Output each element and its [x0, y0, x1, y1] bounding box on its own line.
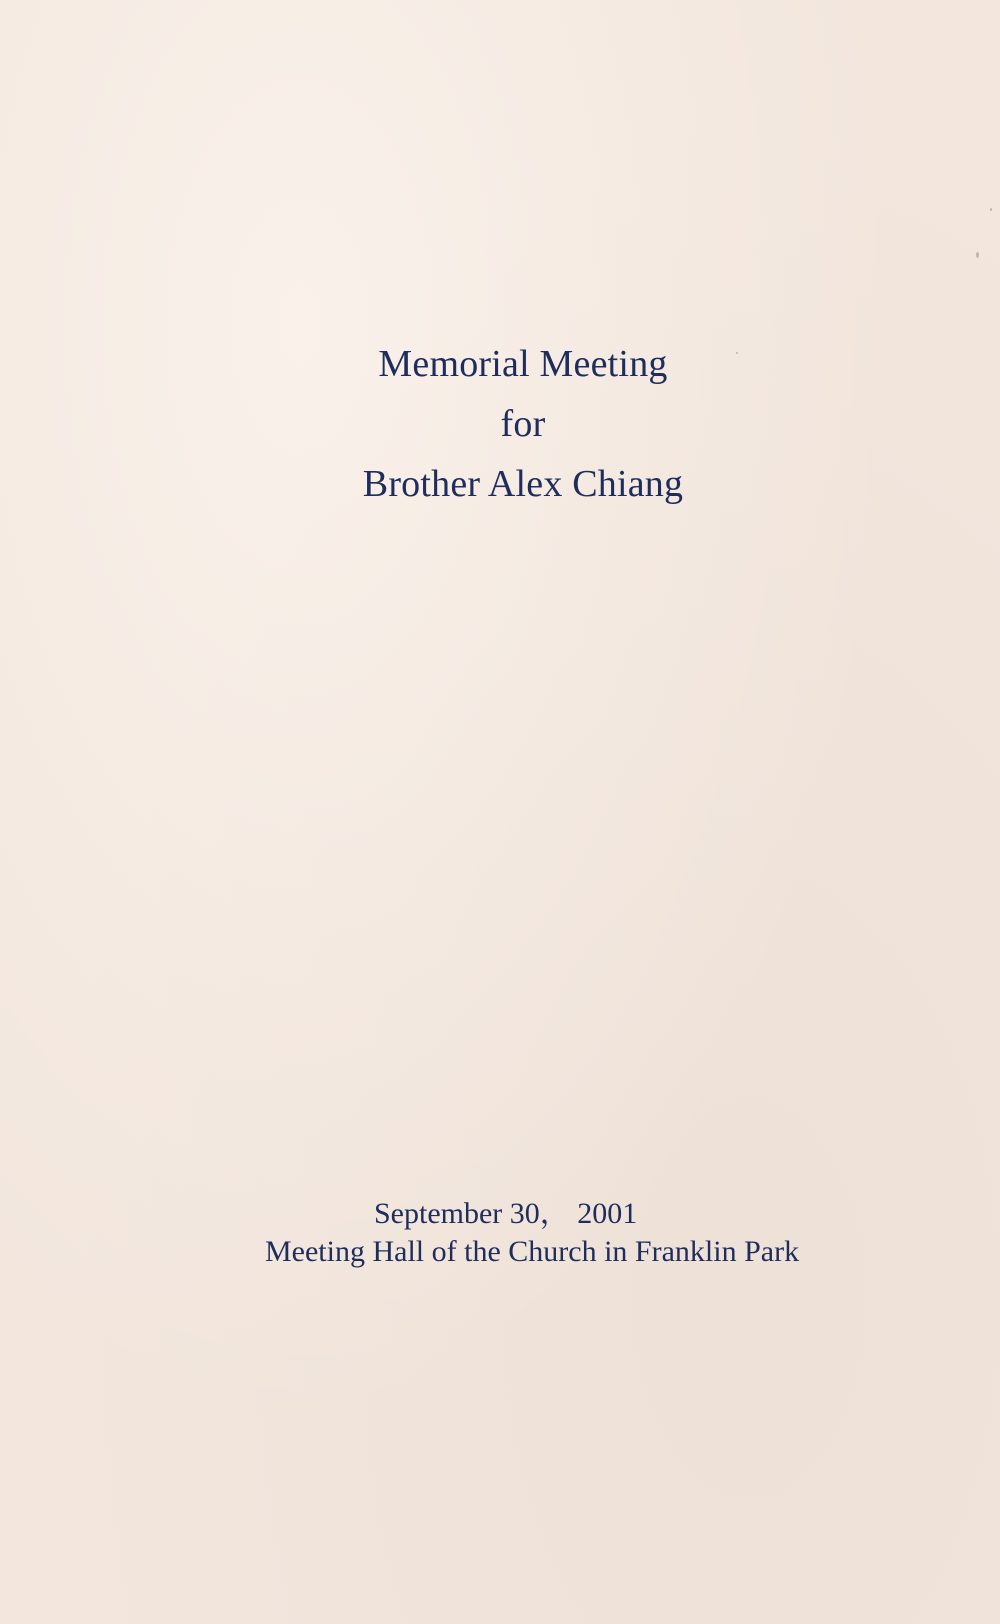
title-line-2: for	[500, 403, 546, 445]
event-date: September 30， 2001	[374, 1197, 638, 1230]
paper-speck	[976, 252, 979, 258]
title-block	[0, 334, 1000, 514]
event-venue: Meeting Hall of the Church in Franklin Park	[265, 1235, 800, 1268]
title-line-3: Brother Alex Chiang	[362, 463, 684, 505]
paper-speck	[736, 352, 738, 354]
title-line-1: Memorial Meeting	[378, 343, 668, 385]
paper-speck	[990, 208, 992, 211]
